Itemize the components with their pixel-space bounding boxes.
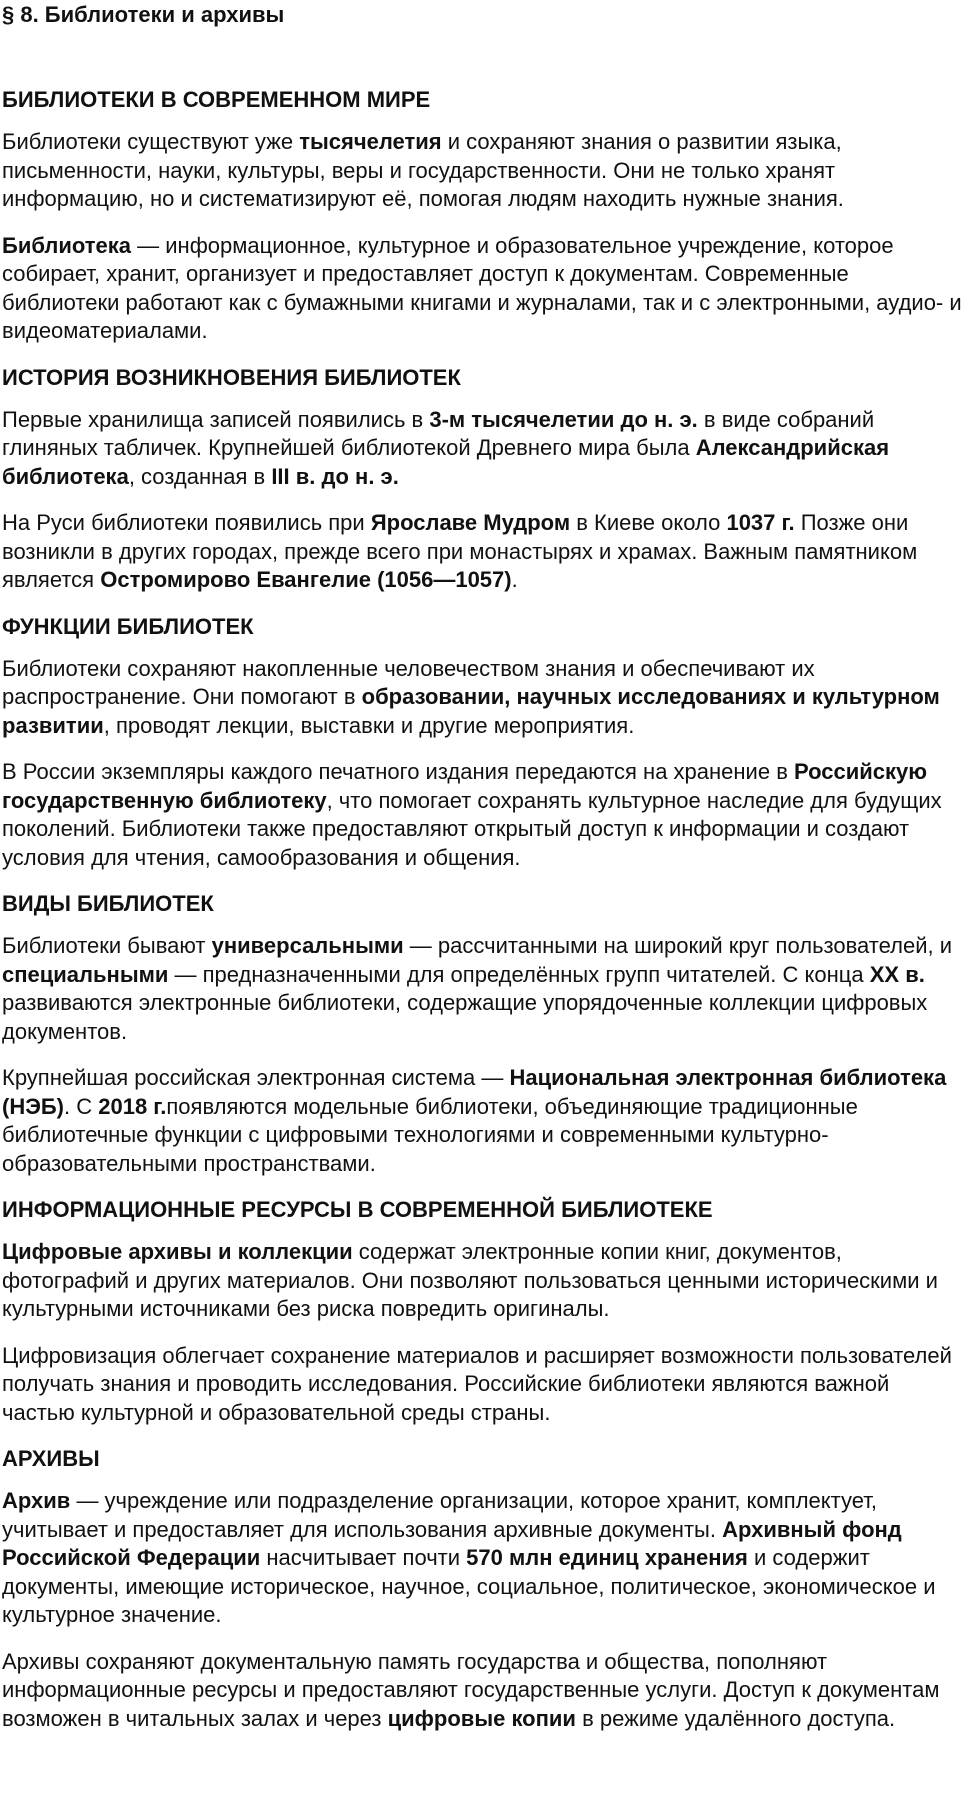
paragraph	[2, 232, 962, 364]
bold-term: III в. до н. э.	[271, 463, 399, 489]
bold-term: 1037 г.	[726, 510, 795, 535]
text-run: Библиотеки бывают	[2, 933, 212, 958]
paragraph	[2, 1238, 962, 1342]
text-run: развиваются электронные библиотеки, содержащие упорядоченные коллекции цифровых документов.	[2, 990, 928, 1044]
text-run: в Киеве около	[570, 510, 727, 535]
bold-term: 3-м тысячелетии до н. э.	[429, 406, 698, 432]
section	[2, 1196, 962, 1445]
bold-term: XX в.	[869, 961, 925, 987]
bold-term: Цифровые архивы и коллекции	[2, 1239, 353, 1264]
bold-term: образовании, научных исследованиях и культурном развитии	[2, 684, 940, 738]
bold-term: Библиотека	[2, 232, 132, 258]
section	[2, 364, 962, 613]
text-run: , что помогает сохранять культурное наследие для будущих поколений. Библиотеки также предоставляют открытый доступ к информации и создают условия для чтения, самообразования и общения.	[2, 787, 942, 870]
section-heading: АРХИВЫ	[2, 1446, 100, 1471]
text-run: Позже они возникли в других городах, прежде всего при монастырях и храмах. Важным памятником является	[2, 510, 918, 592]
text-run: . С	[64, 1093, 99, 1119]
text-run: насчитывает почти	[260, 1545, 467, 1570]
section	[2, 890, 962, 1196]
text-run: Первые хранилища записей появились в	[2, 406, 430, 432]
text-run: — информационное, культурное и образовательное учреждение, которое собирает, хранит, организует и предоставляет доступ к документам. Современные библиотеки работают как с бумажными книгами и журналами, так и с электронными, аудио- и видеоматериалами.	[2, 232, 962, 343]
bold-term: цифровые копии	[387, 1705, 576, 1731]
text-run: Библиотеки существуют уже	[2, 129, 300, 154]
bold-term: Ярославе Мудром	[370, 510, 571, 535]
paragraph	[2, 655, 962, 759]
text-run: и сохраняют знания о развитии языка, письменности, науки, культуры, веры и государственности. Они не только хранят информацию, но и систематизируют её, помогая людям находить нужные знания.	[2, 129, 844, 211]
bold-term: специальными	[2, 961, 169, 987]
paragraph	[2, 1487, 962, 1648]
text-run: Крупнейшая российская электронная система —	[2, 1065, 510, 1090]
text-run: в режиме удалённого доступа.	[575, 1705, 896, 1731]
paragraph	[2, 1342, 962, 1446]
text-run: В России экземпляры каждого печатного издания передаются на хранение в	[2, 759, 794, 784]
section	[2, 86, 962, 364]
section-heading: ВИДЫ БИБЛИОТЕК	[2, 891, 214, 916]
page-title: § 8. Библиотеки и архивы	[2, 2, 285, 27]
text-run: — учреждение или подразделение организации, которое хранит, комплектует, учитывает и предоставляет для использования архивные документы.	[2, 1488, 877, 1542]
section-heading: ИНФОРМАЦИОННЫЕ РЕСУРСЫ В СОВРЕМЕННОЙ БИБЛИОТЕКЕ	[2, 1197, 713, 1222]
section	[2, 1445, 962, 1751]
text-run: Архивы сохраняют документальную память государства и общества, пополняют информационные ресурсы и предоставляют государственные услуги. Доступ к документам возможен в читальных залах и через	[2, 1648, 940, 1731]
paragraph	[2, 406, 962, 510]
bold-term: Архивный фонд Российской Федерации	[2, 1516, 902, 1570]
section-heading: БИБЛИОТЕКИ В СОВРЕМЕННОМ МИРЕ	[2, 87, 431, 112]
paragraph	[2, 128, 962, 232]
paragraph	[2, 758, 962, 890]
bold-term: универсальными	[211, 933, 404, 958]
bold-term: 2018 г.	[98, 1093, 167, 1119]
text-run: в виде собраний глиняных табличек. Крупнейшей библиотекой Древнего мира была	[2, 406, 875, 460]
bold-term: Александрийская библиотека	[2, 435, 890, 489]
text-run: появляются модельные библиотеки, объединяющие традиционные библиотечные функции с цифровыми технологиями и современными культурно-образовательными пространствами.	[2, 1093, 858, 1176]
bold-term: тысячелетия	[299, 129, 442, 154]
text-run: Библиотеки сохраняют накопленные человечеством знания и обеспечивают их распространение. Они помогают в	[2, 655, 815, 709]
text-run: — предназначенными для определённых групп читателей. С конца	[168, 961, 870, 987]
document-body	[2, 86, 962, 1751]
text-run: — рассчитанными на широкий круг пользователей, и	[403, 933, 953, 958]
bold-term: Российскую государственную библиотеку	[2, 759, 928, 813]
text-run: Цифровизация облегчает сохранение материалов и расширяет возможности пользователей получать знания и проводить исследования. Российские библиотеки являются важной частью культурной и образовательной среды страны.	[2, 1342, 952, 1425]
text-run: , проводят лекции, выставки и другие мероприятия.	[103, 712, 635, 738]
text-run: и содержит документы, имеющие историческое, научное, социальное, политическое, экономическое и культурное значение.	[2, 1545, 936, 1627]
paragraph	[2, 1648, 962, 1752]
paragraph	[2, 1064, 962, 1196]
section-heading: ИСТОРИЯ ВОЗНИКНОВЕНИЯ БИБЛИОТЕК	[2, 364, 461, 390]
text-run: содержат электронные копии книг, документов, фотографий и других материалов. Они позволяют пользоваться ценными историческими и культурными источниками без риска повредить оригиналы.	[2, 1239, 938, 1321]
bold-term: 570 млн единиц хранения	[466, 1545, 748, 1570]
bold-term: Национальная электронная библиотека (НЭБ)	[2, 1065, 947, 1119]
paragraph	[2, 932, 962, 1064]
section	[2, 613, 962, 891]
bold-term: Остромирово Евангелие (1056—1057)	[100, 567, 512, 592]
text-run: На Руси библиотеки появились при	[2, 510, 371, 535]
bold-term: Архив	[2, 1488, 71, 1513]
paragraph	[2, 509, 962, 613]
text-run: .	[511, 567, 518, 592]
section-heading: ФУНКЦИИ БИБЛИОТЕК	[2, 613, 254, 639]
text-run: , созданная в	[128, 463, 272, 489]
